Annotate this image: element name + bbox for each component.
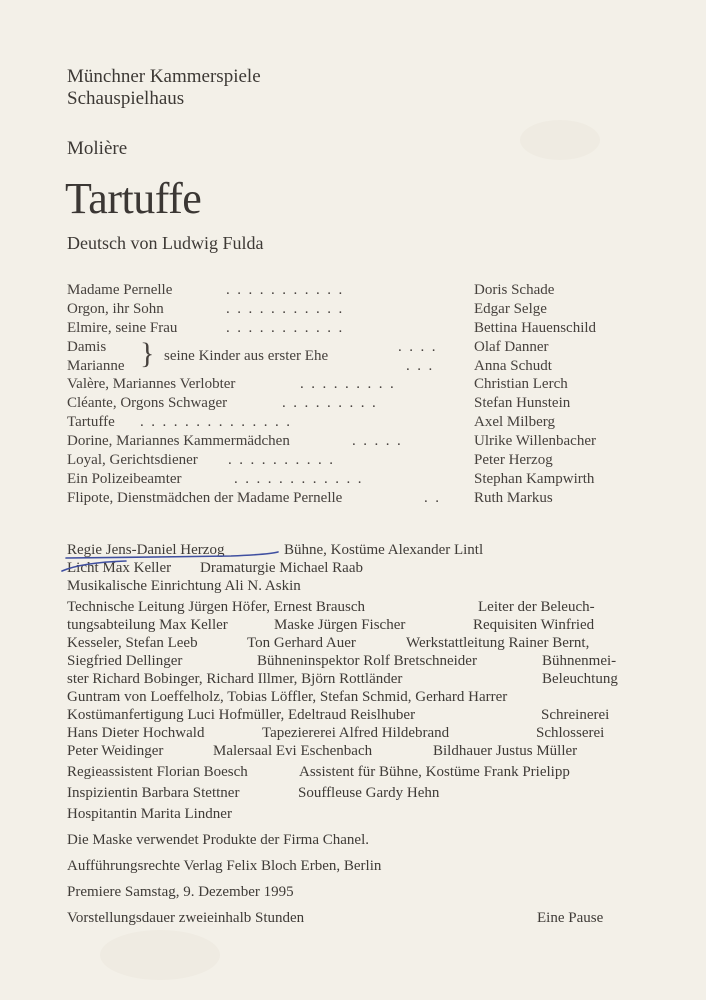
cast-dots: .......... bbox=[228, 452, 341, 468]
cast-role: Valère, Mariannes Verlobter bbox=[67, 376, 236, 392]
crew-director: Regie Jens-Daniel Herzog bbox=[67, 542, 225, 558]
cast-role: Loyal, Gerichtsdiener bbox=[67, 452, 198, 468]
cast-actor: Edgar Selge bbox=[474, 301, 547, 317]
cast-dots: ......... bbox=[282, 395, 384, 411]
cast-actor: Bettina Hauenschild bbox=[474, 320, 597, 336]
cast-actor: Ruth Markus bbox=[474, 490, 553, 506]
translator: Deutsch von Ludwig Fulda bbox=[67, 233, 264, 253]
cast-dots: .... bbox=[398, 339, 443, 355]
assistant-director: Regieassistent Florian Boesch bbox=[67, 764, 248, 780]
cast-role: Cléante, Orgons Schwager bbox=[67, 395, 228, 411]
tech-line: Schreinerei bbox=[541, 707, 610, 723]
cast-dots: ... bbox=[406, 358, 440, 374]
stage-manager: Inspizientin Barbara Stettner bbox=[67, 785, 240, 801]
tech-line: Schlosserei bbox=[536, 725, 605, 741]
tech-line: Bühneninspektor Rolf Bretschneider bbox=[257, 653, 477, 669]
pause-note: Eine Pause bbox=[537, 910, 604, 926]
pen-underline bbox=[56, 546, 286, 576]
tech-line: Beleuchtung bbox=[542, 671, 618, 687]
cast-role: Orgon, ihr Sohn bbox=[67, 301, 164, 317]
intern: Hospitantin Marita Lindner bbox=[67, 806, 232, 822]
duration-note: Vorstellungsdauer zweieinhalb Stunden bbox=[67, 910, 305, 926]
cast-dots: ........... bbox=[226, 301, 350, 317]
cast-dots: ........... bbox=[226, 282, 350, 298]
tech-line: Siegfried Dellinger bbox=[67, 653, 183, 669]
crew-dramaturgy: Dramaturgie Michael Raab bbox=[200, 560, 363, 576]
cast-dots: ............ bbox=[234, 471, 369, 487]
cast-role: Ein Polizeibeamter bbox=[67, 471, 182, 487]
tech-line: Kostümanfertigung Luci Hofmüller, Edeltraud Reislhuber bbox=[67, 707, 416, 723]
crew-design: Bühne, Kostüme Alexander Lintl bbox=[284, 542, 484, 558]
cast-role: Tartuffe bbox=[67, 414, 115, 430]
cast-note: seine Kinder aus erster Ehe bbox=[164, 348, 329, 364]
cast-dots: .. bbox=[424, 490, 447, 506]
theater-name: Münchner Kammerspiele bbox=[67, 66, 261, 87]
cast-actor: Christian Lerch bbox=[474, 376, 568, 392]
tech-line: Leiter der Beleuch- bbox=[478, 599, 595, 615]
tech-line: Werkstattleitung Rainer Bernt, bbox=[406, 635, 590, 651]
cast-dots: ..... bbox=[352, 433, 409, 449]
tech-line: ster Richard Bobinger, Richard Illmer, Björn Rottländer bbox=[67, 671, 403, 687]
play-title: Tartuffe bbox=[65, 174, 202, 223]
makeup-note: Die Maske verwendet Produkte der Firma Chanel. bbox=[67, 832, 369, 848]
tech-line: Bühnenmei- bbox=[542, 653, 617, 669]
cast-actor: Peter Herzog bbox=[474, 452, 553, 468]
cast-role: Damis bbox=[67, 339, 107, 355]
brace-icon: } bbox=[140, 337, 155, 370]
theater-venue: Schauspielhaus bbox=[67, 88, 185, 109]
tech-line: Kesseler, Stefan Leeb bbox=[67, 635, 198, 651]
cast-role: Madame Pernelle bbox=[67, 282, 173, 298]
cast-actor: Ulrike Willenbacher bbox=[474, 433, 596, 449]
assistant-design: Assistent für Bühne, Kostüme Frank Prielipp bbox=[299, 764, 570, 780]
cast-actor: Stefan Hunstein bbox=[474, 395, 571, 411]
paper-stain bbox=[520, 120, 600, 160]
tech-line: tungsabteilung Max Keller bbox=[67, 617, 228, 633]
premiere-note: Premiere Samstag, 9. Dezember 1995 bbox=[67, 884, 294, 900]
cast-actor: Axel Milberg bbox=[474, 414, 555, 430]
cast-role: Dorine, Mariannes Kammermädchen bbox=[67, 433, 290, 449]
cast-actor: Anna Schudt bbox=[474, 358, 552, 374]
tech-line: Requisiten Winfried bbox=[473, 617, 595, 633]
author: Molière bbox=[67, 138, 128, 159]
tech-line: Guntram von Loeffelholz, Tobias Löffler, Stefan Schmid, Gerhard Harrer bbox=[67, 689, 508, 705]
tech-line: Peter Weidinger bbox=[67, 743, 164, 759]
cast-dots: ........... bbox=[226, 320, 350, 336]
cast-role: Marianne bbox=[67, 358, 125, 374]
cast-actor: Stephan Kampwirth bbox=[474, 471, 595, 487]
tech-line: Technische Leitung Jürgen Höfer, Ernest Brausch bbox=[67, 599, 365, 615]
crew-lighting: Licht Max Keller bbox=[67, 560, 172, 576]
paper-stain bbox=[100, 930, 220, 980]
tech-line: Tapeziererei Alfred Hildebrand bbox=[262, 725, 450, 741]
cast-dots: ......... bbox=[300, 376, 402, 392]
prompter: Souffleuse Gardy Hehn bbox=[298, 785, 440, 801]
tech-line: Hans Dieter Hochwald bbox=[67, 725, 205, 741]
cast-actor: Olaf Danner bbox=[474, 339, 549, 355]
cast-role: Flipote, Dienstmädchen der Madame Pernelle bbox=[67, 490, 343, 506]
tech-line: Ton Gerhard Auer bbox=[247, 635, 356, 651]
cast-actor: Doris Schade bbox=[474, 282, 555, 298]
cast-role: Elmire, seine Frau bbox=[67, 320, 178, 336]
tech-line: Malersaal Evi Eschenbach bbox=[213, 743, 373, 759]
rights-note: Aufführungsrechte Verlag Felix Bloch Erben, Berlin bbox=[67, 858, 382, 874]
cast-dots: .............. bbox=[140, 414, 298, 430]
crew-music: Musikalische Einrichtung Ali N. Askin bbox=[67, 578, 301, 594]
tech-line: Maske Jürgen Fischer bbox=[274, 617, 406, 633]
tech-line: Bildhauer Justus Müller bbox=[433, 743, 578, 759]
